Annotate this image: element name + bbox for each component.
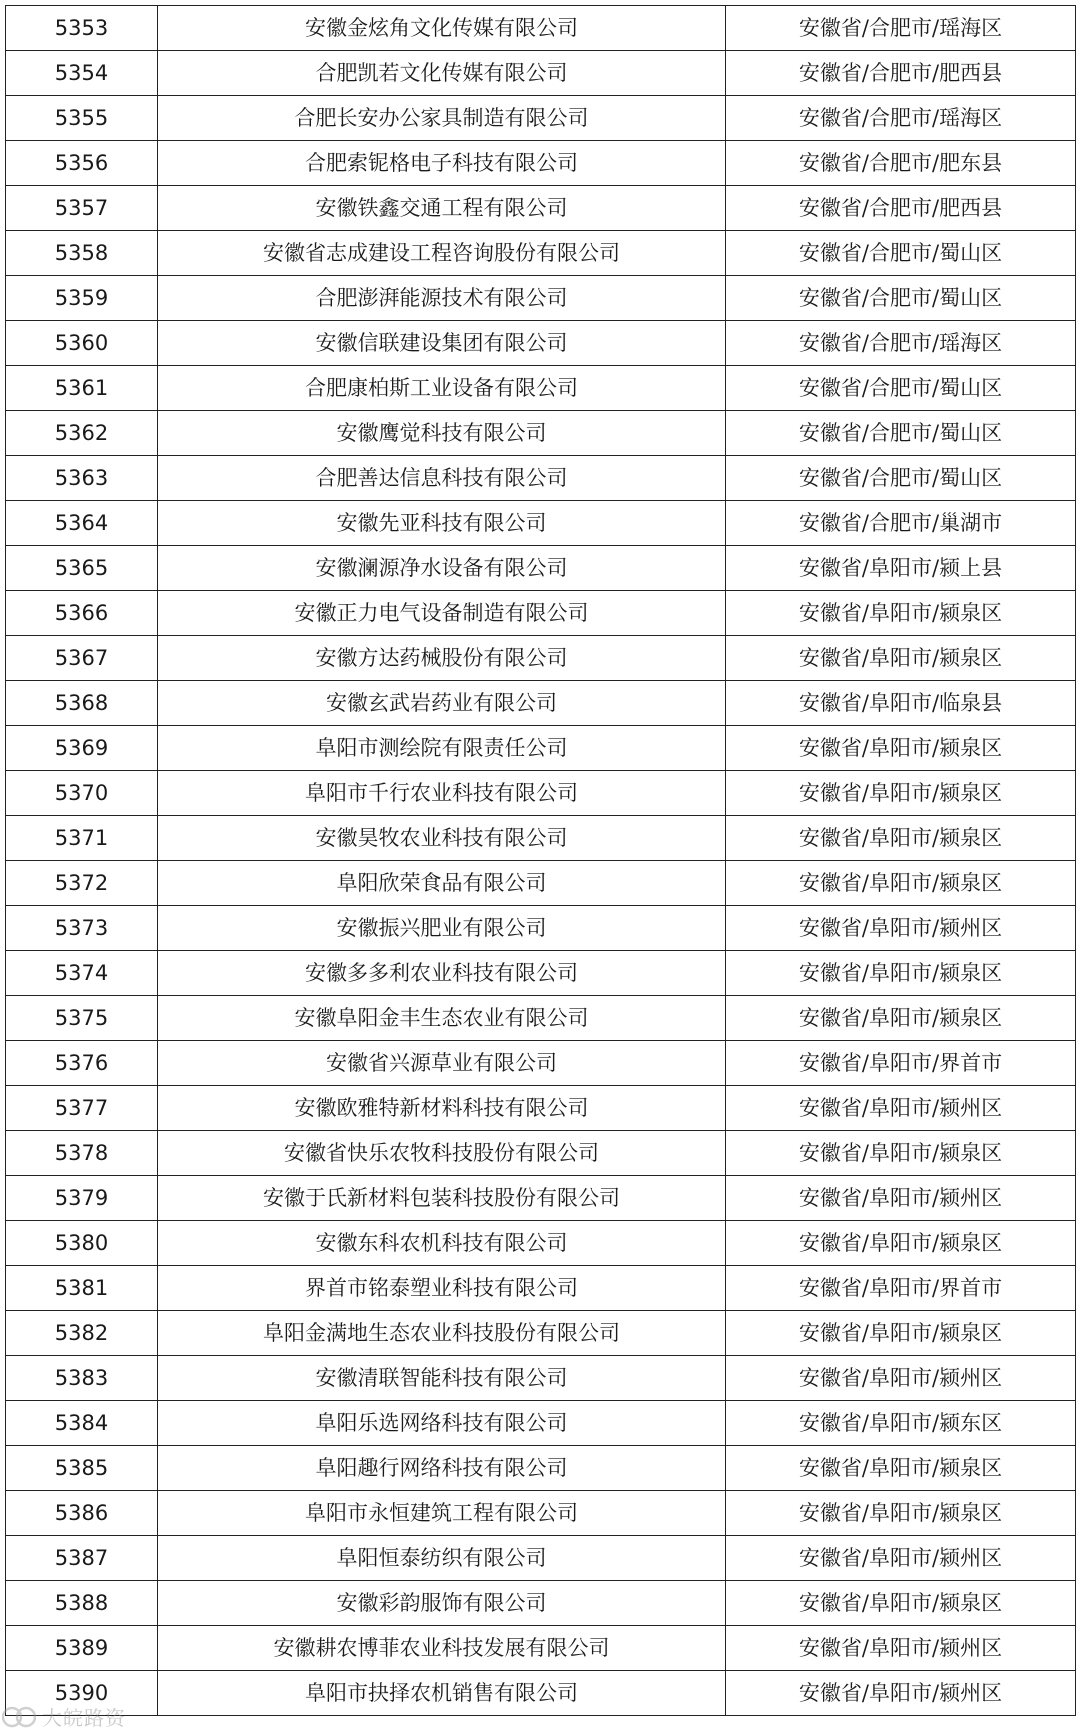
table-row <box>6 141 1076 186</box>
table-row <box>6 411 1076 456</box>
row-number-cell: 5354 <box>6 51 158 96</box>
location-cell: 安徽省/合肥市/肥东县 <box>726 141 1076 186</box>
row-number-cell: 5374 <box>6 951 158 996</box>
row-number-cell: 5372 <box>6 861 158 906</box>
table-row <box>6 996 1076 1041</box>
company-name-cell: 安徽鹰觉科技有限公司 <box>158 411 726 456</box>
location-cell: 安徽省/阜阳市/颍泉区 <box>726 1131 1076 1176</box>
table-row <box>6 51 1076 96</box>
table-row <box>6 816 1076 861</box>
row-number-cell: 5385 <box>6 1446 158 1491</box>
company-name-cell: 安徽耕农博菲农业科技发展有限公司 <box>158 1626 726 1671</box>
company-name-cell: 安徽信联建设集团有限公司 <box>158 321 726 366</box>
location-cell: 安徽省/阜阳市/界首市 <box>726 1266 1076 1311</box>
location-cell: 安徽省/合肥市/瑶海区 <box>726 6 1076 51</box>
company-name-cell: 安徽正力电气设备制造有限公司 <box>158 591 726 636</box>
company-name-cell: 安徽清联智能科技有限公司 <box>158 1356 726 1401</box>
table-row <box>6 276 1076 321</box>
row-number-cell: 5389 <box>6 1626 158 1671</box>
row-number-cell: 5377 <box>6 1086 158 1131</box>
table-row <box>6 1671 1076 1716</box>
location-cell: 安徽省/阜阳市/颍州区 <box>726 1671 1076 1716</box>
company-name-cell: 安徽欧雅特新材料科技有限公司 <box>158 1086 726 1131</box>
table-row <box>6 1221 1076 1266</box>
location-cell: 安徽省/合肥市/肥西县 <box>726 51 1076 96</box>
location-cell: 安徽省/合肥市/蜀山区 <box>726 411 1076 456</box>
row-number-cell: 5387 <box>6 1536 158 1581</box>
company-list-body <box>6 6 1076 1716</box>
row-number-cell: 5358 <box>6 231 158 276</box>
company-name-cell: 安徽省志成建设工程咨询股份有限公司 <box>158 231 726 276</box>
row-number-cell: 5371 <box>6 816 158 861</box>
row-number-cell: 5386 <box>6 1491 158 1536</box>
company-name-cell: 合肥索铌格电子科技有限公司 <box>158 141 726 186</box>
row-number-cell: 5365 <box>6 546 158 591</box>
company-name-cell: 界首市铭泰塑业科技有限公司 <box>158 1266 726 1311</box>
company-name-cell: 阜阳金满地生态农业科技股份有限公司 <box>158 1311 726 1356</box>
company-name-cell: 安徽省快乐农牧科技股份有限公司 <box>158 1131 726 1176</box>
row-number-cell: 5367 <box>6 636 158 681</box>
row-number-cell: 5362 <box>6 411 158 456</box>
location-cell: 安徽省/阜阳市/颍州区 <box>726 1086 1076 1131</box>
location-cell: 安徽省/合肥市/蜀山区 <box>726 231 1076 276</box>
company-name-cell: 阜阳市千行农业科技有限公司 <box>158 771 726 816</box>
location-cell: 安徽省/合肥市/瑶海区 <box>726 96 1076 141</box>
company-name-cell: 安徽东科农机科技有限公司 <box>158 1221 726 1266</box>
location-cell: 安徽省/阜阳市/颍泉区 <box>726 1581 1076 1626</box>
company-name-cell: 安徽澜源净水设备有限公司 <box>158 546 726 591</box>
company-name-cell: 安徽阜阳金丰生态农业有限公司 <box>158 996 726 1041</box>
location-cell: 安徽省/阜阳市/颍泉区 <box>726 1446 1076 1491</box>
location-cell: 安徽省/阜阳市/颍泉区 <box>726 1491 1076 1536</box>
location-cell: 安徽省/阜阳市/颍州区 <box>726 1176 1076 1221</box>
table-row <box>6 1626 1076 1671</box>
row-number-cell: 5379 <box>6 1176 158 1221</box>
table-row <box>6 1581 1076 1626</box>
location-cell: 安徽省/阜阳市/界首市 <box>726 1041 1076 1086</box>
row-number-cell: 5378 <box>6 1131 158 1176</box>
location-cell: 安徽省/阜阳市/颍泉区 <box>726 636 1076 681</box>
table-row <box>6 1131 1076 1176</box>
table-row <box>6 6 1076 51</box>
table-row <box>6 1446 1076 1491</box>
company-name-cell: 阜阳市永恒建筑工程有限公司 <box>158 1491 726 1536</box>
company-name-cell: 阜阳乐选网络科技有限公司 <box>158 1401 726 1446</box>
location-cell: 安徽省/合肥市/蜀山区 <box>726 456 1076 501</box>
table-row <box>6 771 1076 816</box>
table-row <box>6 1086 1076 1131</box>
location-cell: 安徽省/阜阳市/颍泉区 <box>726 951 1076 996</box>
company-list-sheet <box>5 5 1075 1716</box>
row-number-cell: 5381 <box>6 1266 158 1311</box>
row-number-cell: 5363 <box>6 456 158 501</box>
location-cell: 安徽省/阜阳市/颍上县 <box>726 546 1076 591</box>
table-row <box>6 1266 1076 1311</box>
row-number-cell: 5360 <box>6 321 158 366</box>
company-name-cell: 安徽振兴肥业有限公司 <box>158 906 726 951</box>
table-row <box>6 96 1076 141</box>
location-cell: 安徽省/阜阳市/颍泉区 <box>726 591 1076 636</box>
company-name-cell: 合肥凯若文化传媒有限公司 <box>158 51 726 96</box>
company-name-cell: 安徽多多利农业科技有限公司 <box>158 951 726 996</box>
company-name-cell: 阜阳恒泰纺织有限公司 <box>158 1536 726 1581</box>
company-name-cell: 安徽金炫角文化传媒有限公司 <box>158 6 726 51</box>
row-number-cell: 5356 <box>6 141 158 186</box>
row-number-cell: 5388 <box>6 1581 158 1626</box>
row-number-cell: 5359 <box>6 276 158 321</box>
location-cell: 安徽省/合肥市/蜀山区 <box>726 366 1076 411</box>
table-row <box>6 681 1076 726</box>
location-cell: 安徽省/合肥市/肥西县 <box>726 186 1076 231</box>
table-row <box>6 366 1076 411</box>
table-row <box>6 906 1076 951</box>
table-row <box>6 1176 1076 1221</box>
row-number-cell: 5364 <box>6 501 158 546</box>
row-number-cell: 5357 <box>6 186 158 231</box>
company-list-table <box>5 5 1076 1716</box>
company-name-cell: 安徽铁鑫交通工程有限公司 <box>158 186 726 231</box>
company-name-cell: 阜阳市抉择农机销售有限公司 <box>158 1671 726 1716</box>
company-name-cell: 安徽彩韵服饰有限公司 <box>158 1581 726 1626</box>
table-row <box>6 636 1076 681</box>
location-cell: 安徽省/合肥市/瑶海区 <box>726 321 1076 366</box>
table-row <box>6 1536 1076 1581</box>
table-row <box>6 726 1076 771</box>
company-name-cell: 安徽省兴源草业有限公司 <box>158 1041 726 1086</box>
company-name-cell: 合肥善达信息科技有限公司 <box>158 456 726 501</box>
company-name-cell: 阜阳欣荣食品有限公司 <box>158 861 726 906</box>
company-name-cell: 阜阳市测绘院有限责任公司 <box>158 726 726 771</box>
row-number-cell: 5370 <box>6 771 158 816</box>
row-number-cell: 5373 <box>6 906 158 951</box>
row-number-cell: 5368 <box>6 681 158 726</box>
location-cell: 安徽省/阜阳市/颍泉区 <box>726 861 1076 906</box>
row-number-cell: 5353 <box>6 6 158 51</box>
location-cell: 安徽省/阜阳市/临泉县 <box>726 681 1076 726</box>
location-cell: 安徽省/阜阳市/颍泉区 <box>726 1311 1076 1356</box>
location-cell: 安徽省/阜阳市/颍泉区 <box>726 996 1076 1041</box>
table-row <box>6 1311 1076 1356</box>
company-name-cell: 合肥康柏斯工业设备有限公司 <box>158 366 726 411</box>
table-row <box>6 1401 1076 1446</box>
table-row <box>6 1041 1076 1086</box>
table-row <box>6 951 1076 996</box>
company-name-cell: 合肥长安办公家具制造有限公司 <box>158 96 726 141</box>
watermark-text: 大皖路资 <box>42 1706 126 1730</box>
row-number-cell: 5390 <box>6 1671 158 1716</box>
table-row <box>6 1356 1076 1401</box>
location-cell: 安徽省/阜阳市/颍泉区 <box>726 1221 1076 1266</box>
row-number-cell: 5376 <box>6 1041 158 1086</box>
table-row <box>6 591 1076 636</box>
company-name-cell: 安徽先亚科技有限公司 <box>158 501 726 546</box>
row-number-cell: 5383 <box>6 1356 158 1401</box>
location-cell: 安徽省/阜阳市/颍东区 <box>726 1401 1076 1446</box>
row-number-cell: 5375 <box>6 996 158 1041</box>
row-number-cell: 5382 <box>6 1311 158 1356</box>
row-number-cell: 5366 <box>6 591 158 636</box>
location-cell: 安徽省/阜阳市/颍泉区 <box>726 816 1076 861</box>
table-row <box>6 1491 1076 1536</box>
company-name-cell: 安徽昊牧农业科技有限公司 <box>158 816 726 861</box>
location-cell: 安徽省/阜阳市/颍州区 <box>726 1626 1076 1671</box>
location-cell: 安徽省/阜阳市/颍泉区 <box>726 726 1076 771</box>
company-name-cell: 安徽于氏新材料包装科技股份有限公司 <box>158 1176 726 1221</box>
location-cell: 安徽省/阜阳市/颍州区 <box>726 906 1076 951</box>
table-row <box>6 186 1076 231</box>
table-row <box>6 456 1076 501</box>
location-cell: 安徽省/合肥市/巢湖市 <box>726 501 1076 546</box>
location-cell: 安徽省/阜阳市/颍泉区 <box>726 771 1076 816</box>
row-number-cell: 5361 <box>6 366 158 411</box>
company-name-cell: 合肥澎湃能源技术有限公司 <box>158 276 726 321</box>
table-row <box>6 321 1076 366</box>
table-row <box>6 861 1076 906</box>
location-cell: 安徽省/阜阳市/颍州区 <box>726 1356 1076 1401</box>
table-row <box>6 231 1076 276</box>
row-number-cell: 5384 <box>6 1401 158 1446</box>
row-number-cell: 5380 <box>6 1221 158 1266</box>
row-number-cell: 5369 <box>6 726 158 771</box>
table-row <box>6 546 1076 591</box>
company-name-cell: 阜阳趣行网络科技有限公司 <box>158 1446 726 1491</box>
location-cell: 安徽省/合肥市/蜀山区 <box>726 276 1076 321</box>
company-name-cell: 安徽玄武岩药业有限公司 <box>158 681 726 726</box>
row-number-cell: 5355 <box>6 96 158 141</box>
company-name-cell: 安徽方达药械股份有限公司 <box>158 636 726 681</box>
location-cell: 安徽省/阜阳市/颍州区 <box>726 1536 1076 1581</box>
table-row <box>6 501 1076 546</box>
